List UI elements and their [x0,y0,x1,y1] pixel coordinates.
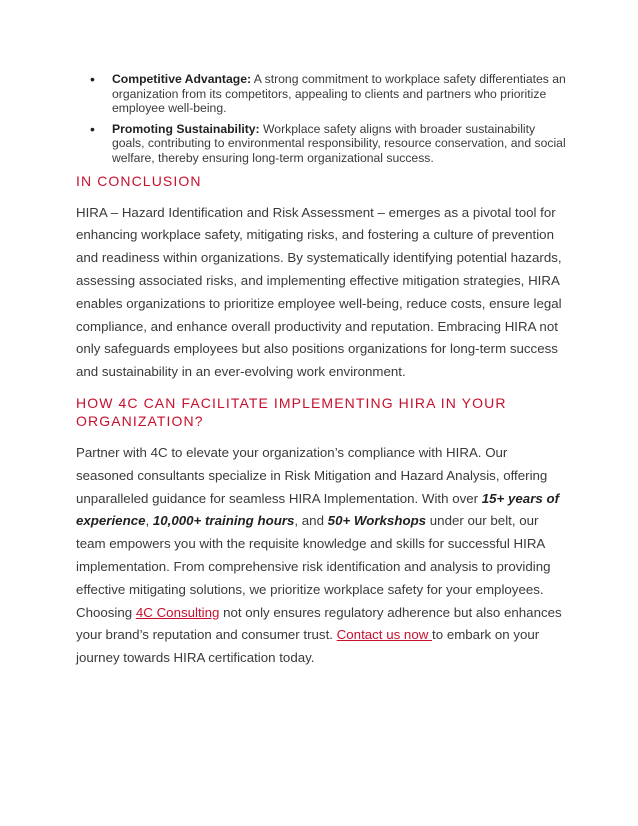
list-item [76,122,568,166]
bullet-text: Workplace safety aligns with broader sustainability goals, contributing to environmental responsibility, resource conservation, and social welfare, thereby ensuring long-term organizational success. [112,121,566,165]
paragraph-text: Partner with 4C to elevate your organization’s compliance with HIRA. Our seasoned consultants specialize in Risk Mitigation and Hazard Analysis, offering unparalleled guidance for seamless HIRA Implementation. With over [76,444,548,506]
workshops-highlight: 50+ Workshops [327,513,427,529]
bullet-icon: • [90,71,95,87]
experience-highlight: 15+ years of experience [76,490,560,529]
benefits-list [76,72,568,166]
training-hours-highlight: 10,000+ training hours [152,513,295,529]
bullet-icon: • [90,120,95,137]
how-4c-heading: HOW 4C CAN FACILITATE IMPLEMENTING HIRA IN YOUR ORGANIZATION? [76,394,507,429]
contact-us-link[interactable]: Contact us now [336,627,433,643]
paragraph-text: , and [294,513,328,529]
how-4c-paragraph [76,442,568,670]
4c-consulting-link[interactable]: 4C Consulting [135,604,220,620]
list-item [76,72,568,116]
bullet-title: Promoting Sustainability: [112,121,260,136]
paragraph-text: not only ensures regulatory adherence but also enhances your brand’s reputation and consumer trust. [76,604,562,643]
bullet-text: A strong commitment to workplace safety differentiates an organization from its competitors, appealing to clients and partners who prioritize employee well-being. [112,72,566,116]
conclusion-heading: IN CONCLUSION [76,172,202,189]
paragraph-text: , [145,513,153,529]
conclusion-paragraph: HIRA – Hazard Identification and Risk Assessment – emerges as a pivotal tool for enhancing workplace safety, mitigating risks, and fostering a culture of prevention and readiness within organizations. By systematically identifying potential hazards, assessing associated risks, and implementing effective mitigation strategies, HIRA enables organizations to prioritize employee well-being, reduce costs, ensure legal compliance, and enhance overall productivity and reputation. Embracing HIRA not only safeguards employees but also positions organizations for long-term success and sustainability in an ever-evolving work environment. [76,204,562,380]
paragraph-text: under our belt, our team empowers you with the requisite knowledge and skills for successful HIRA implementation. From comprehensive risk identification and analysis to providing effective mitigating solutions, we prioritize workplace safety for your employees. Choosing [76,513,551,620]
bullet-title: Competitive Advantage: [112,72,252,86]
paragraph-text: to embark on your journey towards HIRA certification today. [76,627,540,666]
